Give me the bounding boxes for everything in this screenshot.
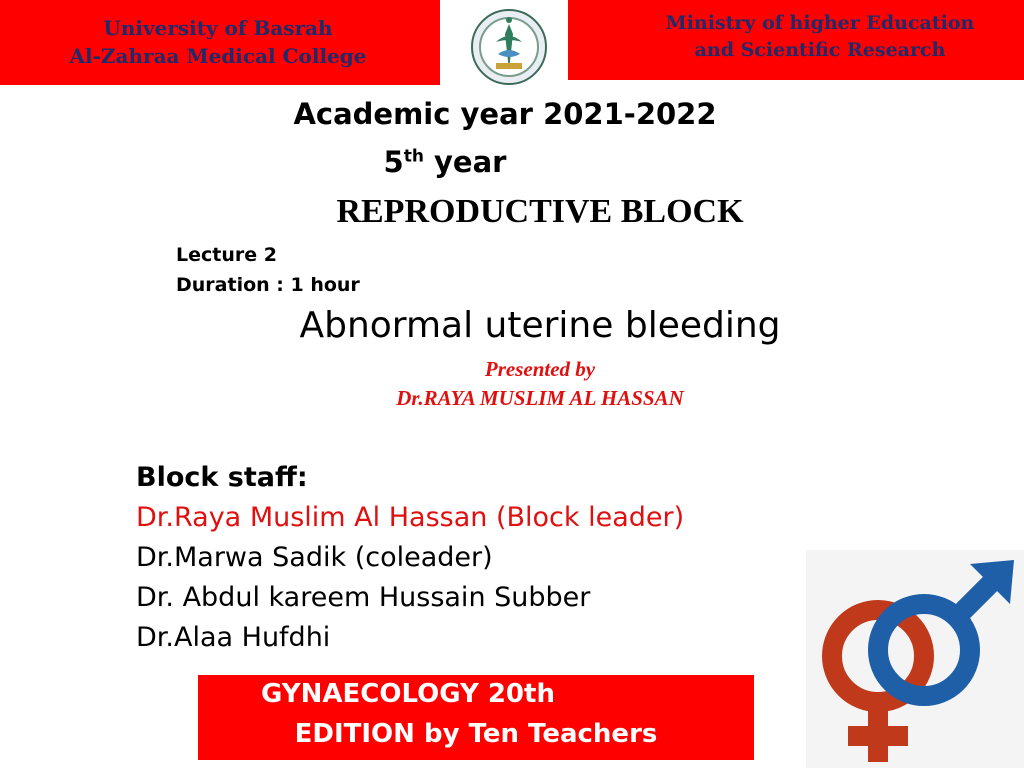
block-title: REPRODUCTIVE BLOCK xyxy=(336,193,744,230)
gender-symbols-icon xyxy=(806,550,1024,768)
lecture-topic: Abnormal uterine bleeding xyxy=(299,305,781,346)
staff-member: Dr.Marwa Sadik (coleader) xyxy=(136,542,493,573)
presenter-name: Dr.RAYA MUSLIM AL HASSAN xyxy=(396,386,684,410)
staff-heading: Block staff: xyxy=(136,462,308,493)
ministry-line-2: and Scientific Research xyxy=(694,39,946,61)
year-suffix: th xyxy=(403,146,424,167)
ministry-name xyxy=(620,10,1020,64)
college-seal-icon xyxy=(470,8,548,86)
staff-member: Dr.Alaa Hufdhi xyxy=(136,622,331,653)
lecture-number: Lecture 2 xyxy=(176,244,277,266)
presenter xyxy=(300,355,780,413)
reference-line-2: EDITION by Ten Teachers xyxy=(294,719,658,749)
staff-member: Dr.Raya Muslim Al Hassan (Block leader) xyxy=(136,502,685,533)
reference-line-1: GYNAECOLOGY 20th xyxy=(261,679,555,709)
study-year xyxy=(250,145,640,179)
year-word: year xyxy=(434,145,507,179)
presented-by-label: Presented by xyxy=(484,357,596,381)
year-number: 5 xyxy=(383,145,404,179)
gender-symbols-panel xyxy=(806,550,1024,768)
university-name xyxy=(48,14,388,70)
reference-box xyxy=(198,675,754,760)
lecture-duration: Duration : 1 hour xyxy=(176,274,360,296)
block-staff xyxy=(136,458,684,658)
university-line-2: Al-Zahraa Medical College xyxy=(69,44,367,68)
university-line-1: University of Basrah xyxy=(103,16,333,40)
staff-member: Dr. Abdul kareem Hussain Subber xyxy=(136,582,591,613)
ministry-line-1: Ministry of higher Education xyxy=(665,12,975,34)
lecture-info xyxy=(176,240,360,300)
academic-year: Academic year 2021-2022 xyxy=(293,97,717,131)
